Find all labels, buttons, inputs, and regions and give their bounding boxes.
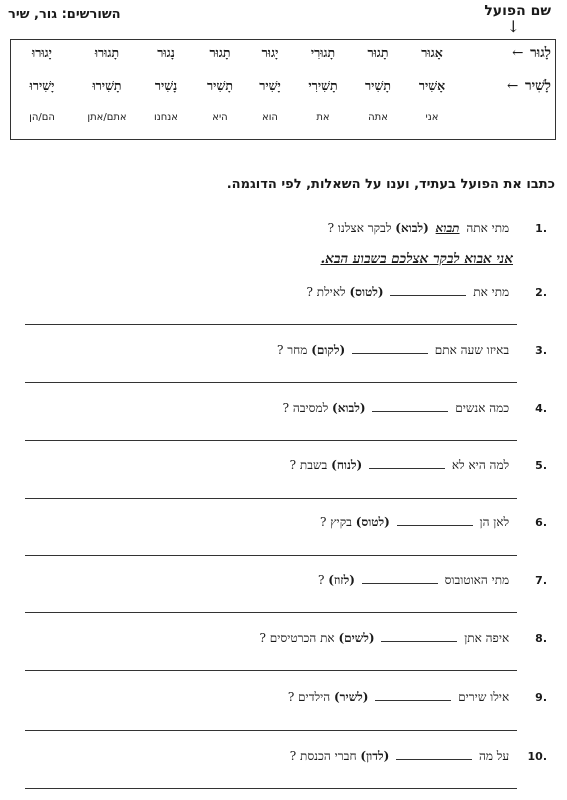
question-verb: (לדון) (360, 749, 390, 763)
form-cell: נָשִׁיר (154, 78, 178, 93)
question-text-after: הילדים ? (287, 690, 331, 704)
answer-line[interactable] (25, 788, 517, 789)
question-number: .5 (535, 459, 547, 472)
question-verb: (לבוא) (395, 221, 429, 235)
infinitive-gur: לָגוּר (530, 45, 551, 61)
question-10 (290, 748, 547, 764)
question-text-after: בשבת ? (289, 458, 328, 472)
question-9 (288, 689, 547, 705)
form-cell: יָשִׁיר (259, 78, 281, 93)
form-cell: תָשִׁירוּ (92, 78, 122, 93)
question-text-before: מתי את (473, 285, 510, 299)
question-verb: (לטוס) (355, 515, 390, 529)
question-text-before: באיזו שעה אתם (434, 343, 510, 357)
answer-line[interactable] (25, 382, 517, 383)
form-cell: נָגוּר (157, 45, 175, 60)
question-verb: (לטוס) (349, 285, 384, 299)
verb-blank[interactable] (362, 572, 438, 584)
question-number: .4 (535, 402, 547, 415)
question-text-after: חברי הכנסת ? (289, 749, 357, 763)
question-number: .10 (527, 750, 547, 763)
infinitive-shir: לָשִׁיר (524, 78, 551, 94)
question-4 (283, 400, 547, 416)
question-text-before: על מה (478, 749, 510, 763)
question-text-after: את הכרטיסים ? (259, 631, 335, 645)
question-number: .9 (535, 691, 547, 704)
sample-answer: אני אבוא לבקר אצלכם בשבוע הבא. (320, 251, 513, 267)
question-text-before: כמה אנשים (455, 401, 510, 415)
question-number: .7 (535, 574, 547, 587)
pronoun-cell: אני (425, 112, 439, 123)
question-text-after: לבקר אצלנו ? (327, 221, 392, 235)
question-5 (290, 457, 547, 473)
question-number: .3 (535, 344, 547, 357)
form-cell: אָגוּר (421, 45, 443, 60)
question-text-after: בקיץ ? (320, 515, 352, 529)
conjugation-row-gur (11, 45, 555, 69)
question-number: .8 (535, 632, 547, 645)
pronoun-row (11, 112, 555, 136)
form-cell: תָגוּרוּ (94, 45, 120, 60)
left-arrow-icon: ← (506, 78, 519, 94)
form-cell: תָגוּר (209, 45, 231, 60)
verb-blank[interactable] (375, 689, 451, 701)
pronoun-cell: הוא (262, 112, 278, 123)
question-6 (320, 514, 547, 530)
answer-line[interactable] (25, 498, 517, 499)
form-cell: אָשִׁיר (418, 78, 446, 93)
instruction-text: כתבו את הפועל בעתיד, וענו על השאלות, לפי הדוגמה. (226, 177, 555, 192)
verb-blank[interactable] (352, 342, 428, 354)
form-cell: יָגוּרוּ (32, 45, 52, 60)
question-text-after: למסיבה ? (282, 401, 329, 415)
conjugation-table (10, 39, 556, 140)
form-cell: יָגוּר (261, 45, 279, 60)
verb-blank[interactable] (390, 284, 466, 296)
form-cell: תָגוּרִי (310, 45, 336, 60)
form-cell: תָשִׁיר (207, 78, 233, 93)
row-infinitive (507, 78, 551, 94)
verb-blank[interactable] (396, 748, 472, 760)
question-8 (260, 630, 547, 646)
answer-line[interactable] (25, 555, 517, 556)
question-text-before: למה היא לא (451, 458, 510, 472)
left-arrow-icon: ← (512, 45, 524, 61)
question-text-before: איפה אתן (464, 631, 510, 645)
question-verb: (לקום) (311, 343, 346, 357)
verb-blank[interactable] (397, 514, 473, 526)
form-cell: תָשִׁיר (365, 78, 391, 93)
question-2 (307, 284, 548, 300)
question-text-before: אילו שירים (458, 690, 510, 704)
pronoun-cell: הם/הן (29, 112, 55, 123)
question-verb: (לנוח) (331, 458, 363, 472)
question-text-before: מתי האוטובוס (444, 573, 510, 587)
question-verb: (לזוז) (328, 573, 355, 587)
verb-blank[interactable] (369, 457, 445, 469)
infinitive-heading: שם הפועל (484, 3, 551, 19)
roots-heading: השורשים: גור, שיר (8, 7, 121, 22)
answer-line[interactable] (25, 670, 517, 671)
form-cell: תָשִׁירִי (308, 78, 338, 93)
pronoun-cell: אנחנו (154, 112, 178, 123)
answer-line[interactable] (25, 440, 517, 441)
form-cell: יָשִׁירוּ (29, 78, 55, 93)
answer-line[interactable] (25, 612, 517, 613)
row-infinitive (512, 45, 551, 61)
pronoun-cell: את (316, 112, 330, 123)
question-text-after: מחר ? (277, 343, 308, 357)
question-verb: (לשיר) (333, 690, 369, 704)
question-number: .6 (535, 516, 547, 529)
conjugation-row-shir (11, 78, 555, 102)
pronoun-cell: אתם/אתן (87, 112, 127, 123)
form-cell: תָגוּר (367, 45, 389, 60)
question-text-after: ? (317, 573, 325, 587)
answer-line[interactable] (25, 324, 517, 325)
question-number: .1 (535, 222, 547, 235)
pronoun-cell: אתה (368, 112, 388, 123)
question-text-after: לאילת ? (306, 285, 346, 299)
question-verb: (לבוא) (332, 401, 366, 415)
handwritten-verb: תבוא (435, 221, 460, 235)
verb-blank[interactable] (372, 400, 448, 412)
answer-line[interactable] (25, 730, 517, 731)
question-3 (277, 342, 547, 358)
pronoun-cell: היא (212, 112, 228, 123)
question-verb: (לשים) (338, 631, 375, 645)
question-7 (318, 572, 547, 588)
question-text-before: מתי אתה (466, 221, 510, 235)
verb-blank[interactable] (381, 630, 457, 642)
down-arrow-icon: ↓ (506, 17, 520, 36)
question-text-before: לאן הן (479, 515, 510, 529)
question-number: .2 (535, 286, 547, 299)
question-1 (328, 221, 547, 236)
